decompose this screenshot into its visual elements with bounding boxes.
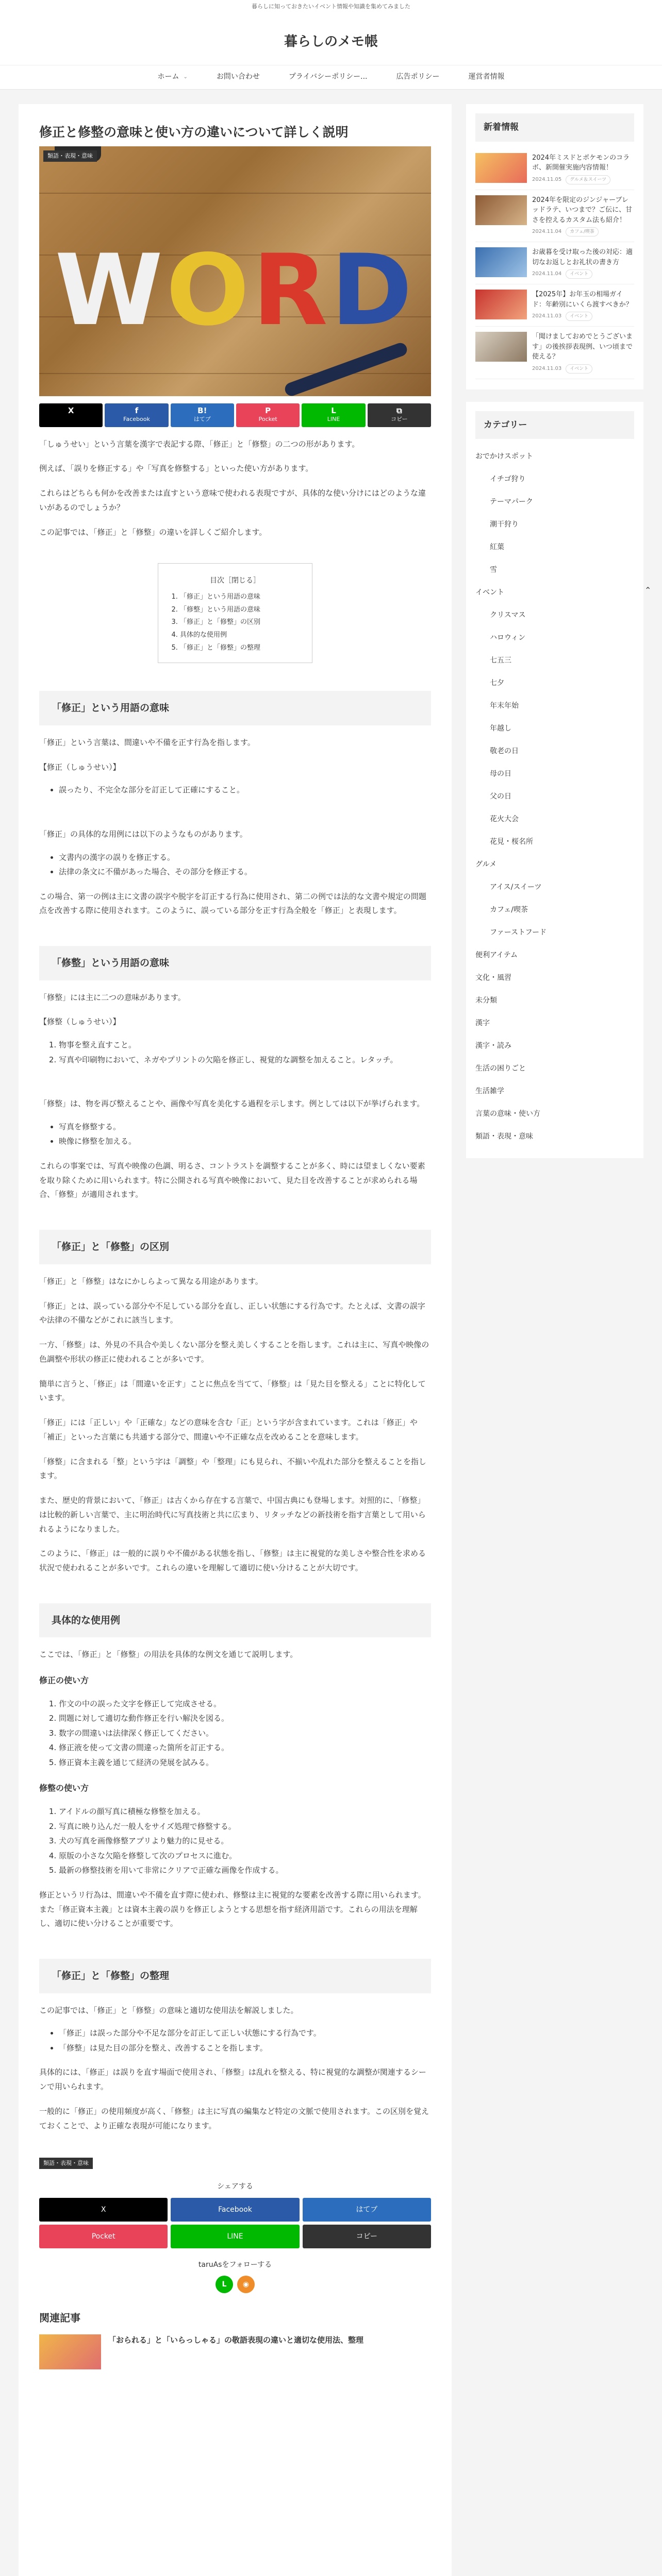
- news-item[interactable]: [475, 190, 634, 243]
- share-x-button[interactable]: [39, 403, 103, 427]
- category-item[interactable]: 生活の困りごと: [475, 1064, 526, 1073]
- related-card-title: 「おられる」と「いらっしゃる」の敬語表現の違いと適切な使用法、整理: [108, 2335, 364, 2345]
- toc-item[interactable]: 2. 「修整」という用語の意味: [180, 604, 301, 617]
- news-title: お歳暮を受け取った後の対応：適切なお返しとお礼状の書き方: [532, 248, 633, 266]
- eyecatch-image: [39, 146, 431, 396]
- global-nav: [0, 65, 662, 90]
- header: [0, 13, 662, 65]
- toc-title[interactable]: 目次［閉じる］: [210, 577, 260, 585]
- category-item[interactable]: 言葉の意味・使い方: [475, 1110, 540, 1118]
- chevron-down-icon: ⌄: [183, 74, 188, 80]
- paragraph: また、歴史的背景において、「修正」は古くから存在する言葉で、中国古典にも登場します。対照的に、「修整」は比較的新しい言葉で、主に明治時代に写真技術と共に広まり、リタッチなどの新技術を指す言葉として用いられるようになりました。: [39, 1496, 426, 1534]
- reading-label: 【修整（しゅうせい）】: [39, 1017, 121, 1027]
- line-label: LINE: [327, 416, 340, 422]
- category-item[interactable]: 漢字: [475, 1019, 490, 1028]
- category-item[interactable]: テーマパーク: [490, 498, 533, 506]
- paragraph: 「修正」には「正しい」や「正確な」などの意味を含む「正」という字が含まれています。これは「修正」や「補正」といった言葉にも共通する部分で、間違いや不正確な点を改めることを意味します。: [39, 1418, 418, 1442]
- list-item: 3. 数字の間違いは法律深く修正してください。: [59, 1726, 431, 1741]
- nav-privacy[interactable]: プライバシーポリシー...: [288, 73, 368, 81]
- category-item[interactable]: 花見・桜名所: [490, 838, 533, 846]
- numbered-list: [39, 1804, 431, 1878]
- category-item[interactable]: アイス/スイーツ: [490, 883, 542, 892]
- list-item: 1. 物事を整え直すこと。: [59, 1038, 431, 1053]
- list-item: • 文書内の漢字の誤りを修正する。: [59, 850, 431, 865]
- widget-title: 新着情報: [475, 113, 634, 142]
- pocket-label: Pocket: [258, 416, 277, 422]
- paragraph: この記事では、「修正」と「修整」の意味と適切な使用法を解説しました。: [39, 2005, 299, 2015]
- news-title: 【2025年】お年玉の相場ガイド：年齢別にいくら渡すべきか？: [532, 291, 633, 309]
- paragraph: これらの事案では、写真や映像の色調、明るさ、コントラストを調整することが多く、時には望ましくない要素を取り除くために用いられます。特に公開される写真や映像において、見た目を改善することが求められる場合、「修整」が適用されます。: [39, 1161, 425, 1199]
- paragraph: この場合、第一の例は主に文書の誤字や脱字を訂正する行為に使用され、第二の例では法的な文書や規定の問題点を改善する際に使用されます。このように、誤っている部分を正す行為全般を「修正」と表現します。: [39, 891, 426, 916]
- category-item[interactable]: グルメ: [475, 860, 497, 869]
- copy-link-button[interactable]: コピー: [303, 2225, 431, 2248]
- list-item: 4. 原版の小さな欠陥を修整して次のプロセスに進む。: [59, 1849, 431, 1863]
- share-line-button[interactable]: [302, 403, 365, 427]
- share-title: シェアする: [217, 2182, 253, 2191]
- news-category: グルメ＆スイーツ: [566, 175, 610, 184]
- share-facebook-button[interactable]: [105, 403, 168, 427]
- category-tag[interactable]: 類語・表現・意味: [39, 2158, 93, 2169]
- toc-item[interactable]: 5. 「修正」と「修整」の整理: [180, 642, 301, 655]
- category-widget: [466, 402, 643, 1159]
- intro-paragraph: この記事では、「修正」と「修整」の違いを詳しくご紹介します。: [39, 527, 267, 537]
- paragraph: 「修正」の具体的な用例には以下のようなものがあります。: [39, 829, 247, 839]
- bullet-list: [39, 783, 431, 798]
- toc-item[interactable]: 1. 「修正」という用語の意味: [180, 591, 301, 604]
- subheading: 修正の使い方: [39, 1675, 89, 1686]
- news-item[interactable]: [475, 242, 634, 284]
- category-item[interactable]: 雪: [490, 566, 497, 574]
- list-item: 2. 写真や印刷物において、ネガやプリントの欠陥を修正し、視覚的な調整を加えること。レタッチ。: [59, 1053, 431, 1067]
- list-item: • 「修正」は誤った部分や不足な部分を訂正して正しい状態にする行為です。: [59, 2026, 431, 2041]
- news-date: 2024.11.04: [532, 271, 562, 277]
- category-item[interactable]: 紅葉: [490, 543, 504, 552]
- intro-paragraph: これらはどちらも何かを改善または直すという意味で使われる表現ですが、具体的な使い分けにはどのような違いがあるのでしょうか？: [39, 488, 426, 512]
- category-list: [475, 445, 634, 1148]
- copy-link-button[interactable]: [368, 403, 431, 427]
- category-item[interactable]: 文化・風習: [475, 974, 511, 982]
- section-heading: 「修正」と「修整」の整理: [39, 1959, 431, 1993]
- line-follow-icon[interactable]: L: [216, 2276, 233, 2293]
- hatena-label: はてブ: [193, 416, 211, 422]
- follow-title: taruAsをフォローする: [198, 2260, 272, 2269]
- news-title: 2024年を限定のジンジャーブレッドラテ、いつまで？ご伝に、甘さを控えるカスタム法も紹介！: [532, 196, 633, 224]
- share-pocket-button[interactable]: Pocket: [39, 2225, 168, 2248]
- category-item[interactable]: 未分類: [475, 996, 497, 1005]
- list-item: • 法律の条文に不備があった場合、その部分を修正する。: [59, 865, 431, 879]
- category-item[interactable]: 七夕: [490, 679, 504, 688]
- paragraph: 「修正」という言葉は、間違いや不備を正す行為を指します。: [39, 737, 255, 747]
- list-item: • 映像に修整を加える。: [59, 1134, 431, 1149]
- follow-icons: [39, 2276, 431, 2293]
- related-title: 関連記事: [39, 2311, 80, 2324]
- news-date: 2024.11.03: [532, 365, 562, 371]
- news-thumbnail: [475, 153, 527, 183]
- subheading: 修整の使い方: [39, 1783, 89, 1793]
- paragraph: 「修整」に含まれる「整」という字は「調整」や「整理」にも見られ、不揃いや乱れた部分を整えることを指します。: [39, 1456, 426, 1481]
- pocket-icon: P: [265, 405, 271, 415]
- reading-label: 【修正（しゅうせい）】: [39, 762, 121, 772]
- related-card[interactable]: [39, 2334, 431, 2369]
- list-item: 1. アイドルの顔写真に積極な修整を加える。: [59, 1804, 431, 1819]
- share-hatena-button[interactable]: はてブ: [303, 2198, 431, 2222]
- bullet-list: [39, 2026, 431, 2055]
- paragraph: 具体的には、「修正」は誤りを直す場面で使用され、「修整」は乱れを整える、特に視覚的な調整が関連するシーンで用いられます。: [39, 2067, 426, 2092]
- category-badge[interactable]: 類語・表現・意味: [43, 150, 97, 162]
- category-item[interactable]: イチゴ狩り: [490, 475, 526, 484]
- list-item: 3. 犬の写真を画像修整アプリより魅力的に見せる。: [59, 1834, 431, 1849]
- line-icon: L: [331, 405, 336, 415]
- site-tagline: 暮らしに知っておきたいイベント情報や知識を集めてみました: [0, 0, 662, 13]
- paragraph: 「修正」とは、誤っている部分や不足している部分を直し、正しい状態にする行為です。たとえば、文書の誤字や法律の不備などがこれに該当します。: [39, 1301, 425, 1325]
- paragraph: 「修正」と「修整」はなにかしらよって異なる用途があります。: [39, 1276, 263, 1286]
- nav-contact[interactable]: お問い合わせ: [216, 73, 260, 81]
- pen-shape: [283, 341, 409, 396]
- category-item[interactable]: 漢字・読み: [475, 1042, 511, 1050]
- paragraph: 「修整」は、物を再び整えることや、画像や写真を美化する過程を示します。例としては以下が挙げられます。: [39, 1099, 425, 1109]
- category-item[interactable]: おでかけスポット: [475, 452, 533, 461]
- rss-feed-icon[interactable]: ◉: [237, 2276, 255, 2293]
- news-category: イベント: [566, 269, 592, 279]
- numbered-list: [39, 1038, 431, 1067]
- copy-icon: ⧉: [396, 405, 402, 415]
- toc-item[interactable]: 3. 「修正」と「修整」の区別: [180, 616, 301, 629]
- paragraph: 一方、「修整」は、外見の不具合や美しくない部分を整え美しくすることを指します。これは主に、写真や映像の色調整や形状の修正に使われることが多いです。: [39, 1340, 429, 1364]
- section-heading: 「修正」という用語の意味: [39, 691, 431, 725]
- category-item[interactable]: 潮干狩り: [490, 520, 519, 529]
- list-item: • 写真を修整する。: [59, 1120, 431, 1134]
- category-item[interactable]: 年末年始: [490, 702, 519, 710]
- category-item[interactable]: 花火大会: [490, 815, 519, 824]
- bullet-list: [39, 850, 431, 879]
- related-thumbnail: [39, 2334, 101, 2369]
- category-item[interactable]: 生活雑学: [475, 1087, 504, 1096]
- news-date: 2024.11.03: [532, 313, 562, 319]
- share-buttons-bottom: [39, 2198, 431, 2248]
- category-item[interactable]: 類語・表現・意味: [475, 1132, 533, 1141]
- scroll-top-icon[interactable]: ⌃: [644, 585, 652, 595]
- list-item: 2. 写真に映り込んだ一般人をサイズ処理で修整する。: [59, 1819, 431, 1834]
- list-item: 1. 作文の中の誤った文字を修正して完成させる。: [59, 1697, 431, 1711]
- news-item[interactable]: [475, 327, 634, 379]
- sidebar: [466, 104, 643, 1171]
- paragraph: 簡単に言うと、「修正」は「間違いを正す」ことに焦点を当てて、「修整」は「見た目を整える」ことに特化しています。: [39, 1379, 426, 1403]
- table-of-contents: [158, 563, 312, 663]
- paragraph: ここでは、「修正」と「修整」の用法を具体的な例文を通じて説明します。: [39, 1650, 298, 1659]
- hatena-icon: B!: [197, 405, 207, 415]
- news-thumbnail: [475, 247, 527, 277]
- category-item[interactable]: ハロウィン: [490, 634, 526, 642]
- news-item[interactable]: [475, 148, 634, 190]
- x-icon: X: [68, 405, 74, 415]
- category-item[interactable]: 父の日: [490, 792, 511, 801]
- category-item[interactable]: 敬老の日: [490, 747, 519, 756]
- tag-area: [39, 2158, 431, 2169]
- category-item[interactable]: 母の日: [490, 770, 511, 778]
- nav-operator[interactable]: 運営者情報: [468, 73, 505, 81]
- new-posts-widget: [466, 104, 643, 389]
- paragraph: 修正というリ行為は、間違いや不備を直す際に使われ、修整は主に視覚的な要素を改善する際に用いられます。また「修正資本主義」とは資本主義の誤りを修正しようとする思想を指す経済用語です。これらの用法を理解し、適切に使い分けることが重要です。: [39, 1890, 426, 1928]
- news-thumbnail: [475, 332, 527, 362]
- sns-buttons-top: [39, 403, 431, 427]
- category-item[interactable]: ファーストフード: [490, 928, 547, 937]
- section-heading: 具体的な使用例: [39, 1603, 431, 1638]
- category-item[interactable]: イベント: [475, 588, 504, 597]
- list-item: • 「修整」は見た目の部分を整え、改善することを指します。: [59, 2041, 431, 2056]
- widget-title: カテゴリー: [475, 411, 634, 439]
- news-category: イベント: [566, 312, 592, 321]
- section-heading: 「修正」と「修整」の区別: [39, 1230, 431, 1264]
- news-date: 2024.11.05: [532, 176, 562, 182]
- news-category: カフェ/喫茶: [566, 227, 599, 236]
- share-line-button[interactable]: LINE: [171, 2225, 299, 2248]
- intro-paragraph: 「しゅうせい」という言葉を漢字で表記する際、「修正」と「修整」の二つの形があります。: [39, 439, 360, 449]
- share-x-button[interactable]: X: [39, 2198, 168, 2222]
- list-item: 5. 修正資本主義を通じて経済の発展を試みる。: [59, 1755, 431, 1770]
- article-title: 修正と修整の意味と使い方の違いについて詳しく説明: [39, 125, 349, 140]
- list-item: 2. 問題に対して適切な動作修正を行い解決を図る。: [59, 1711, 431, 1726]
- intro-paragraph: 例えば、「誤りを修正する」や「写真を修整する」といった使い方があります。: [39, 464, 313, 473]
- toc-item[interactable]: 4. 具体的な使用例: [180, 629, 301, 642]
- category-item[interactable]: クリスマス: [490, 611, 526, 620]
- facebook-label: Facebook: [123, 416, 150, 422]
- category-item[interactable]: 便利アイテム: [475, 951, 518, 960]
- share-hatena-button[interactable]: [171, 403, 234, 427]
- share-facebook-button[interactable]: Facebook: [171, 2198, 299, 2222]
- paragraph: このように、「修正」は一般的に誤りや不備がある状態を指し、「修整」は主に視覚的な美しさや整合性を求める状況で使われることが多いです。これらの違いを理解して適切に使い分けることが大切です。: [39, 1549, 426, 1573]
- copy-label: コピー: [391, 416, 408, 422]
- eyecatch-word: WORD: [55, 233, 416, 347]
- news-title: 「聞けましておめでとうございます」の後挨拶表現例、いつ頃まで使える？: [532, 333, 633, 361]
- list-item: 5. 最新の修整技術を用いて非常にクリアで正確な画像を作成する。: [59, 1863, 431, 1878]
- news-item[interactable]: [475, 284, 634, 327]
- news-date: 2024.11.04: [532, 229, 562, 235]
- paragraph: 一般的に「修正」の使用頻度が高く、「修整」は主に写真の編集など特定の文脈で使用されます。この区別を覚えておくことで、より正確な表現が可能になります。: [39, 2106, 429, 2130]
- list-item: • 誤ったり、不完全な部分を訂正して正確にすること。: [59, 783, 431, 798]
- news-thumbnail: [475, 290, 527, 319]
- category-item[interactable]: 年越し: [490, 724, 511, 733]
- paragraph: 「修整」には主に二つの意味があります。: [39, 992, 186, 1002]
- category-item[interactable]: カフェ/喫茶: [490, 906, 528, 914]
- site-title[interactable]: 暮らしのメモ帳: [284, 34, 378, 49]
- facebook-icon: f: [135, 405, 139, 415]
- category-item[interactable]: 七五三: [490, 656, 511, 665]
- share-pocket-button[interactable]: [236, 403, 300, 427]
- news-category: イベント: [566, 364, 592, 374]
- nav-ad-policy[interactable]: 広告ポリシー: [396, 73, 440, 81]
- bullet-list: [39, 1120, 431, 1149]
- news-thumbnail: [475, 195, 527, 225]
- nav-home-label: ホーム: [157, 73, 179, 81]
- nav-home[interactable]: [143, 71, 202, 83]
- news-title: 2024年ミスドとポケモンのコラボ、新開催実施内容情報！: [532, 154, 630, 172]
- article: [19, 104, 452, 2576]
- list-item: 4. 修正液を使って文書の間違った箇所を訂正する。: [59, 1740, 431, 1755]
- section-heading: 「修整」という用語の意味: [39, 946, 431, 980]
- numbered-list: [39, 1697, 431, 1770]
